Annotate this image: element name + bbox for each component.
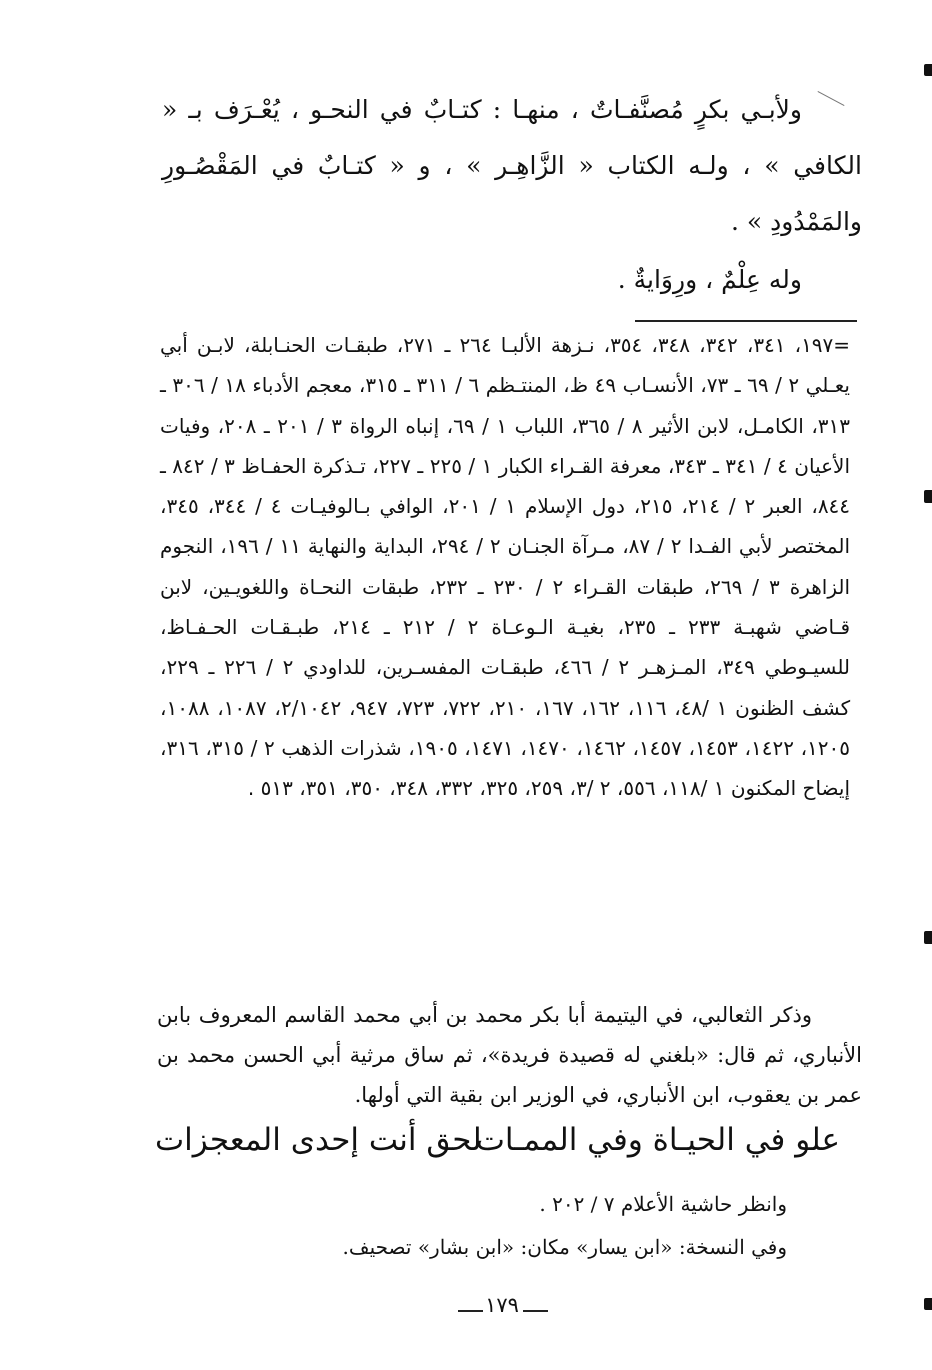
scan-edge-mark xyxy=(924,1298,932,1310)
page-number: ١٧٩ xyxy=(485,1293,519,1317)
main-paragraph-1: ولأبـي بكرٍ مُصنَّفـاتٌ ، منهـا : كتـابٌ في النحـو ، يُعْـرَف بـ « الكافي » ، ولـه الكتاب « الزَّاهِـر » ، و « كتـابٌ في المَقْصُـورِ والمَمْدُودِ » . xyxy=(162,95,862,236)
footnote-text: =١٩٧، ٣٤١، ٣٤٢، ٣٤٨، ٣٥٤، نـزهة الألبـا ٢٦٤ ـ ٢٧١، طبقـات الحنـابلة، لابـن أبي يعـلي ٢ / ٦٩ ـ ٧٣، الأنسـاب ٤٩ ظ، المنتـظم ٦ / ٣١١ ـ ٣١٥، معجم الأدباء ١٨ / ٣٠٦ ـ ٣١٣، الكامـل، لابن الأثير ٨ / ٣٦٥، اللباب ١ / ٦٩، إنباه الرواة ٣ / ٢٠١ ـ ٢٠٨، وفيات الأعيان ٤ / ٣٤١ ـ ٣٤٣، معرفة القـراء الكبار ١ / ٢٢٥ ـ ٢٢٧، تـذكرة الحفـاظ ٣ / ٨٤٢ ـ ٨٤٤، العبر ٢ / ٢١٤، ٢١٥، دول الإسلام ١ / ٢٠١، الوافي بـالوفيـات ٤ / ٣٤٤، ٣٤٥، المختصر لأبي الفـدا ٢ / ٨٧، مـرآة الجنـان ٢ / ٢٩٤، البداية والنهاية ١١ / ١٩٦، النجوم الزاهرة ٣ / ٢٦٩، طبقات القـراء ٢ / ٢٣٠ ـ ٢٣٢، طبقات النحـاة واللغويـين، لابن قـاضي شهبـة ٢٣٣ ـ ٢٣٥، بغيـة الـوعـاة ٢ / ٢١٢ ـ ٢١٤، طبـقـات الحـفـاظ، للسيـوطي ٣٤٩، المـزهـر ٢ / ٤٦٦، طبقـات المفسـرين، للداودي ٢ / ٢٢٦ ـ ٢٢٩، كشف الظنون ١ /٤٨، ١١٦، ١٦٢، ١٦٧، ٢١٠، ٧٢٢، ٧٢٣، ٩٤٧، ٢/١٠٤٢، ١٠٨٧، ١٠٨٨، ١٢٠٥، ١٤٢٢، ١٤٥٣، ١٤٥٧، ١٤٦٢، ١٤٧٠، ١٤٧١، ١٩٠٥، شذرات الذهب ٢ / ٣١٥، ٣١٦، إيضاح المكنون ١ /١١٨، ٥٥٦، ٢ /٣، ٢٥٩، ٣٢٥، ٣٣٢، ٣٤٨، ٣٥٠، ٣٥١، ٥١٣ . xyxy=(160,333,851,801)
closing-notes xyxy=(187,1183,787,1269)
closing-note-1: وانظر حاشية الأعلام ٧ / ٢٠٢ . xyxy=(539,1192,787,1216)
verse-first-hemistich: علو في الحيـاة وفي الممـات xyxy=(475,1122,840,1158)
scan-edge-mark xyxy=(924,931,932,944)
footnote-block xyxy=(160,325,850,809)
page-number-dash-right xyxy=(523,1310,548,1312)
closing-note-2: وفي النسخة: «ابن يسار» مكان: «ابن بشار» تصحيف. xyxy=(342,1235,787,1259)
footnote-separator xyxy=(635,320,857,322)
scan-edge-mark xyxy=(924,64,932,76)
main-paragraph-2: وله عِلْمٌ ، ورِوَايةٌ . xyxy=(617,265,802,294)
reference-paragraph xyxy=(157,995,862,1115)
reference-text: وذكر الثعالبي، في اليتيمة أبا بكر محمد بن أبي محمد القاسم المعروف بابن الأنباري، ثم قال: «بلغني له قصيدة فريدة»، ثم ساق مرثية أبي الحسن محمد بن عمر بن يعقوب، ابن الأنباري، في الوزير ابن بقية التي أولها. xyxy=(157,1003,862,1107)
scan-edge-mark xyxy=(924,490,932,503)
verse-second-hemistich: لحق أنت إحدى المعجزات xyxy=(155,1122,482,1158)
main-text xyxy=(162,82,862,308)
